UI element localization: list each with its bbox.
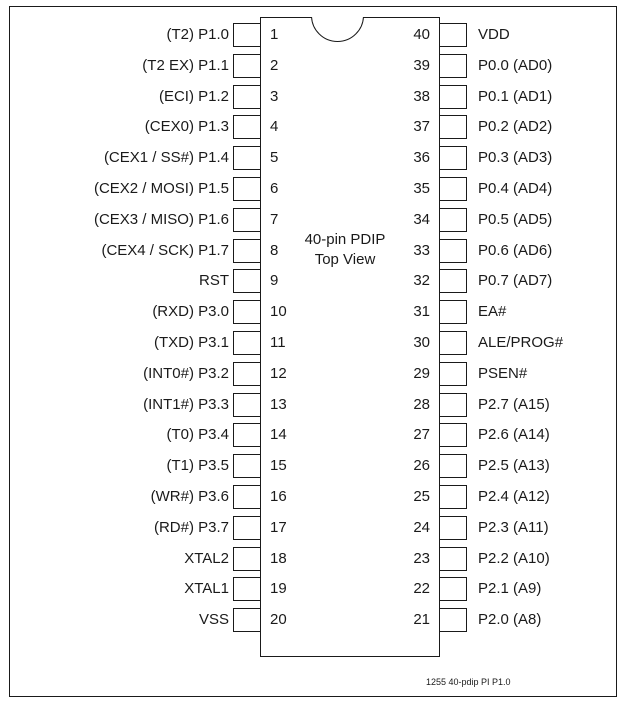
pin-number: 11 [270,334,286,351]
pin-signal-label: (T2 EX) P1.1 [142,57,229,74]
pin-number: 37 [413,118,430,135]
pin-number: 28 [413,396,430,413]
pin-lead-right [440,269,467,293]
figure-caption: 1255 40-pdip PI P1.0 [426,677,511,687]
pin-number: 39 [413,57,430,74]
pin-number: 25 [413,488,430,505]
pin-lead-left [233,454,260,478]
pin-lead-right [440,454,467,478]
pin-signal-label: VDD [478,26,510,43]
pin-signal-label: (RD#) P3.7 [153,519,229,536]
pin-signal-label: P0.0 (AD0) [478,57,553,74]
pin-number: 9 [270,272,279,289]
pin-number: 27 [413,426,430,443]
pin-lead-left [233,23,260,47]
pin-signal-label: (WR#) P3.6 [150,488,229,505]
pin-signal-label: (T0) P3.4 [166,426,229,443]
pin-lead-left [233,115,260,139]
package-title [285,230,405,270]
pin-lead-left [233,393,260,417]
pin-lead-right [440,54,467,78]
pin-number: 23 [413,550,430,567]
pin-number: 13 [270,396,287,413]
pin-number: 24 [413,519,430,536]
pin-number: 12 [270,365,287,382]
pin-signal-label: P2.3 (A11) [478,519,549,536]
pin-number: 30 [413,334,430,351]
pin-number: 26 [413,457,430,474]
pin-number: 5 [270,149,279,166]
pin-number: 22 [413,580,430,597]
pin-number: 4 [270,118,279,135]
pin-signal-label: (INT0#) P3.2 [143,365,229,382]
pin-lead-left [233,146,260,170]
pin-lead-right [440,393,467,417]
pin-number: 18 [270,550,287,567]
pin-signal-label: VSS [198,611,229,628]
pin-signal-label: (CEX4 / SCK) P1.7 [101,242,229,259]
pin-signal-label: XTAL2 [184,550,229,567]
pin-number: 29 [413,365,430,382]
pin-signal-label: (TXD) P3.1 [153,334,229,351]
pin-lead-left [233,547,260,571]
pin-lead-left [233,516,260,540]
pin1-notch [311,17,367,45]
pin-signal-label: P2.5 (A13) [478,457,550,474]
pin-signal-label: (CEX0) P1.3 [144,118,229,135]
pin-lead-left [233,423,260,447]
pin-lead-left [233,300,260,324]
pin-number: 6 [270,180,279,197]
pin-number: 16 [270,488,287,505]
pin-lead-left [233,54,260,78]
pin-lead-right [440,146,467,170]
pin-number: 7 [270,211,279,228]
pin-lead-right [440,239,467,263]
pin-number: 19 [270,580,287,597]
package-type-label: 40-pin PDIP [304,231,386,248]
pin-lead-right [440,85,467,109]
pin-lead-right [440,300,467,324]
pin-number: 21 [413,611,430,628]
pin-number: 8 [270,242,279,259]
pin-signal-label: RST [199,272,229,289]
pin-lead-left [233,208,260,232]
pin-lead-left [233,608,260,632]
pin-signal-label: P2.4 (A12) [478,488,550,505]
pin-signal-label: XTAL1 [184,580,229,597]
pin-lead-right [440,23,467,47]
pin-number: 2 [270,57,279,74]
pin-number: 1 [270,26,279,43]
pin-lead-right [440,208,467,232]
pin-signal-label: (T1) P3.5 [166,457,229,474]
pin-signal-label: P2.2 (A10) [478,550,550,567]
pin-number: 35 [413,180,430,197]
pin-number: 32 [413,272,430,289]
pin-signal-label: (T2) P1.0 [166,26,229,43]
pin-lead-right [440,115,467,139]
pin-lead-left [233,485,260,509]
pin-signal-label: (CEX2 / MOSI) P1.5 [93,180,229,197]
pin-number: 10 [270,303,287,320]
pin-signal-label: PSEN# [478,365,528,382]
pin-lead-left [233,362,260,386]
pin-signal-label: P2.7 (A15) [478,396,550,413]
pin-signal-label: ALE/PROG# [478,334,564,351]
pin-number: 33 [413,242,430,259]
pin-signal-label: P0.7 (AD7) [478,272,553,289]
pin-lead-left [233,269,260,293]
pin-lead-left [233,177,260,201]
pin-number: 38 [413,88,430,105]
pin-signal-label: P2.0 (A8) [478,611,542,628]
pin-lead-right [440,177,467,201]
pin-number: 34 [413,211,430,228]
pin-number: 40 [413,26,430,43]
pin-lead-right [440,362,467,386]
pin-signal-label: P2.6 (A14) [478,426,550,443]
pin-number: 3 [270,88,279,105]
pin-signal-label: (RXD) P3.0 [152,303,229,320]
pin-lead-left [233,85,260,109]
pin-lead-right [440,608,467,632]
package-view-label: Top View [314,251,376,268]
pin-signal-label: P0.3 (AD3) [478,149,553,166]
pin-signal-label: P2.1 (A9) [478,580,542,597]
pin-lead-right [440,485,467,509]
pin-number: 14 [270,426,287,443]
pin-signal-label: P0.6 (AD6) [478,242,553,259]
pin-lead-right [440,516,467,540]
pin-number: 17 [270,519,287,536]
pin-signal-label: P0.4 (AD4) [478,180,553,197]
pin-lead-left [233,239,260,263]
pin-lead-left [233,577,260,601]
pin-lead-right [440,547,467,571]
pin-signal-label: P0.5 (AD5) [478,211,553,228]
pin-signal-label: EA# [478,303,507,320]
pin-lead-right [440,423,467,447]
pin-number: 36 [413,149,430,166]
pin-number: 20 [270,611,287,628]
pin-signal-label: (CEX3 / MISO) P1.6 [93,211,229,228]
pin-signal-label: (INT1#) P3.3 [143,396,229,413]
pin-signal-label: P0.1 (AD1) [478,88,553,105]
pin-lead-right [440,577,467,601]
pin-signal-label: (CEX1 / SS#) P1.4 [103,149,229,166]
pin-signal-label: P0.2 (AD2) [478,118,553,135]
pin-number: 15 [270,457,287,474]
pin-signal-label: (ECI) P1.2 [158,88,229,105]
pin-lead-left [233,331,260,355]
pin-lead-right [440,331,467,355]
pin-number: 31 [413,303,430,320]
